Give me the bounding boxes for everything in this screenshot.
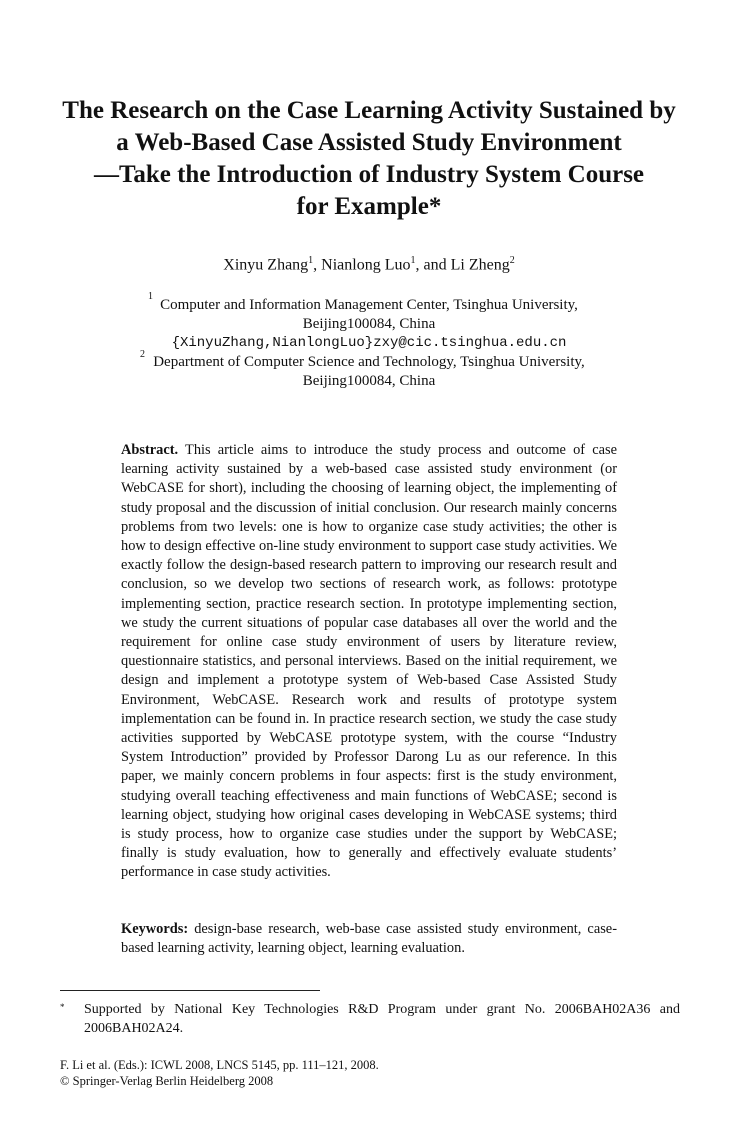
affiliation-1-line-2: Beijing100084, China <box>302 316 436 332</box>
author-3: Li Zheng <box>450 256 510 274</box>
author-1-affiliation-mark: 1 <box>308 255 314 266</box>
abstract-label: Abstract. <box>121 442 179 458</box>
footnote-text: Supported by National Key Technologies R&D Program under grant No. 2006BAH02A36 and 2006BAH02A24. <box>84 1002 680 1036</box>
footnote-divider <box>60 990 320 991</box>
affiliation-1-line-1: Computer and Information Management Center, Tsinghua University, <box>160 297 578 313</box>
publication-citation <box>60 1057 680 1089</box>
keywords-label: Keywords: <box>121 921 189 937</box>
author-email: {XinyuZhang,NianlongLuo}zxy@cic.tsinghua.edu.cn <box>171 335 567 351</box>
author-2: Nianlong Luo <box>321 256 411 274</box>
abstract-text: This article aims to introduce the study process and outcome of case learning activity sustained by a web-based case assisted study environment (or WebCASE for short), including the choosing of learning object, the implementing of study proposal and the discussion of initial conclusion. Our research mainly concerns problems from two levels: one is how to organize case study activities; the other is how to design effective on-line study environment to support case study activities. We exactly follow the design-based research pattern to improving our research result and conclusion, so we develop two sections of research work, as follows: prototype implementing section, practice research section. In prototype implementing section, we study the current situations of popular case databases all over the world and the requirement for online case study environment of users by literature review, questionnaire statistics, and personal interviews. Based on the initial requirement, we design and implement a prototype system of Web-based Case Assisted Study Environment, WebCASE. Research work and results of prototype system implementation can be found in. In practice research section, we study the case study activities supported by WebCASE prototype system, with the course “Industry System Introduction” provided by Professor Darong Lu as our reference. In this paper, we mainly concern problems in four aspects: first is the study environment, studying overall teaching effectiveness and main functions of WebCASE; second is learning object, studying how original cases developing in WebCASE systems; third is study process, how to organize case studies under the support by WebCASE; finally is study evaluation, how to generally and effectively evaluate students’ performance in case study activities. <box>121 442 617 881</box>
author-1: Xinyu Zhang <box>223 256 309 274</box>
paper-title <box>40 95 698 223</box>
footnote-mark: * <box>60 1002 65 1012</box>
author-3-affiliation-mark: 2 <box>509 255 515 266</box>
affiliation-2-line-2: Beijing100084, China <box>302 373 436 389</box>
title-line-3: —Take the Introduction of Industry System Course <box>93 161 645 188</box>
author-separator-2: , and <box>415 256 451 274</box>
citation-line-1: F. Li et al. (Eds.): ICWL 2008, LNCS 5145, pp. 111–121, 2008. <box>60 1058 379 1072</box>
copyright-line: © Springer-Verlag Berlin Heidelberg 2008 <box>60 1074 274 1088</box>
affiliation-2-line-1: Department of Computer Science and Technology, Tsinghua University, <box>153 354 585 370</box>
affiliation-1-number: 1 <box>148 291 153 302</box>
affiliation-2 <box>40 349 698 391</box>
keywords-text: design-base research, web-base case assisted study environment, case-based learning activity, learning object, learning evaluation. <box>121 921 617 957</box>
keywords <box>121 920 617 958</box>
author-list <box>0 255 738 274</box>
title-line-1: The Research on the Case Learning Activity Sustained by <box>62 97 676 124</box>
author-2-affiliation-mark: 1 <box>410 255 416 266</box>
affiliation-1 <box>40 291 698 353</box>
footnote <box>60 1000 680 1038</box>
abstract <box>121 441 617 883</box>
affiliation-2-number: 2 <box>140 349 145 360</box>
title-line-2: a Web-Based Case Assisted Study Environment <box>116 129 622 156</box>
title-line-4: for Example* <box>296 193 442 220</box>
author-separator-1: , <box>313 256 322 274</box>
